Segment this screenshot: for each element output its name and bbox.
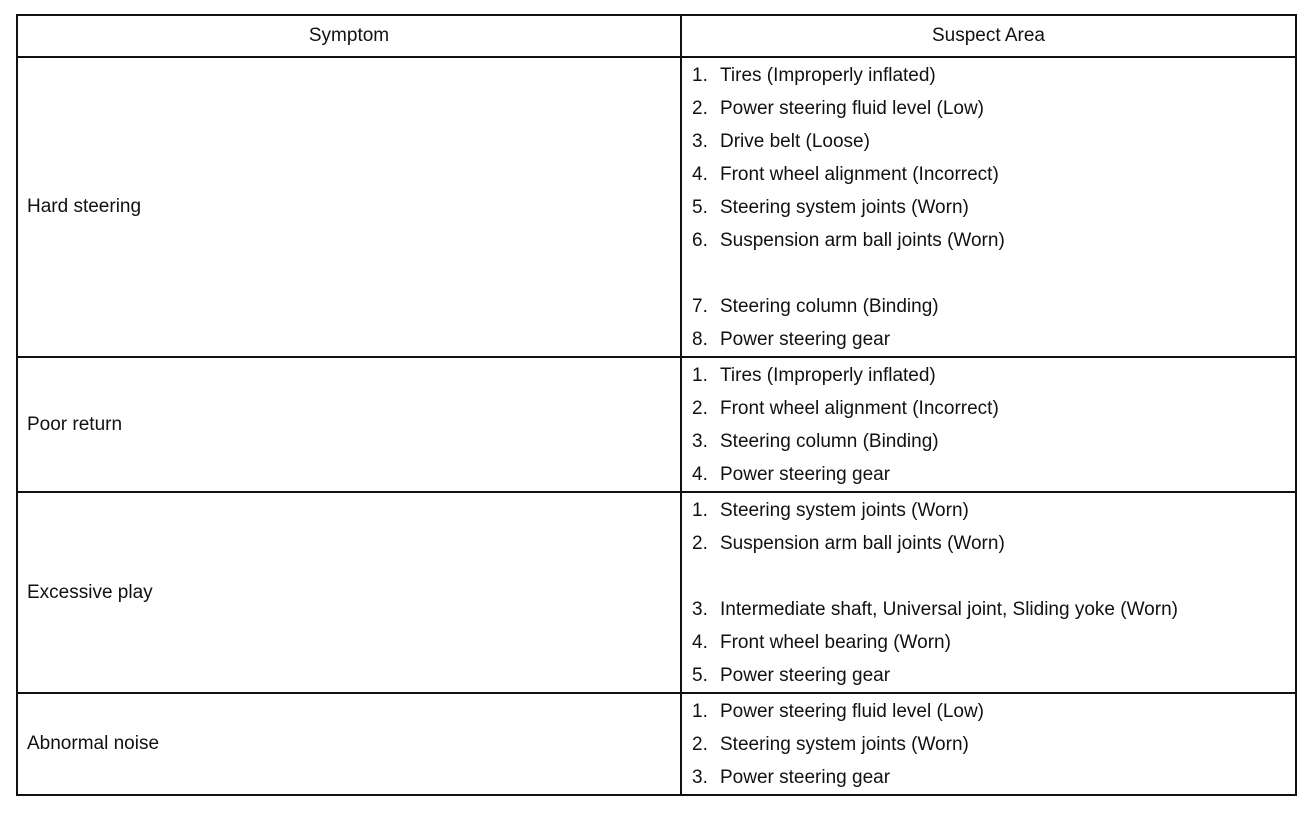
item-text: Power steering gear bbox=[720, 767, 891, 788]
header-suspect-area: Suspect Area bbox=[681, 15, 1296, 57]
item-number: 1. bbox=[692, 65, 708, 86]
item-text: Power steering fluid level (Low) bbox=[720, 701, 985, 722]
list-item bbox=[692, 125, 1295, 158]
item-number: 1. bbox=[692, 365, 708, 386]
item-number: 4. bbox=[692, 164, 708, 185]
item-number: 2. bbox=[692, 533, 708, 554]
symptom-cell: Excessive play bbox=[17, 492, 681, 693]
item-text: Suspension arm ball joints (Worn) bbox=[720, 533, 1005, 554]
item-number: 8. bbox=[692, 329, 708, 350]
symptom-cell: Poor return bbox=[17, 357, 681, 492]
item-text: Drive belt (Loose) bbox=[720, 131, 870, 152]
item-number: 5. bbox=[692, 197, 708, 218]
list-item bbox=[692, 323, 1295, 356]
item-number: 3. bbox=[692, 767, 708, 788]
list-item bbox=[692, 593, 1295, 626]
suspect-area-cell bbox=[681, 357, 1296, 492]
list-item bbox=[692, 728, 1295, 761]
list-item bbox=[692, 458, 1295, 491]
item-text: Steering column (Binding) bbox=[720, 296, 939, 317]
list-item bbox=[692, 494, 1295, 527]
list-item bbox=[692, 659, 1295, 692]
suspect-area-cell bbox=[681, 492, 1296, 693]
table-row bbox=[17, 57, 1296, 357]
list-item bbox=[692, 59, 1295, 92]
list-item bbox=[692, 761, 1295, 794]
item-text: Power steering gear bbox=[720, 665, 891, 686]
suspect-area-cell bbox=[681, 57, 1296, 357]
item-text: Front wheel alignment (Incorrect) bbox=[720, 398, 999, 419]
suspect-list bbox=[692, 695, 1295, 794]
item-number: 6. bbox=[692, 230, 708, 251]
item-number: 1. bbox=[692, 701, 708, 722]
item-text: Power steering fluid level (Low) bbox=[720, 98, 985, 119]
item-number: 7. bbox=[692, 296, 708, 317]
item-number: 4. bbox=[692, 632, 708, 653]
list-item bbox=[692, 158, 1295, 191]
item-number: 5. bbox=[692, 665, 708, 686]
table-row bbox=[17, 693, 1296, 795]
item-text: Steering system joints (Worn) bbox=[720, 500, 969, 521]
suspect-list bbox=[692, 494, 1295, 692]
item-text: Front wheel alignment (Incorrect) bbox=[720, 164, 999, 185]
suspect-area-cell bbox=[681, 693, 1296, 795]
suspect-list bbox=[692, 59, 1295, 356]
header-row bbox=[17, 15, 1296, 57]
list-item bbox=[692, 392, 1295, 425]
item-number: 3. bbox=[692, 131, 708, 152]
item-text: Steering column (Binding) bbox=[720, 431, 939, 452]
item-number: 4. bbox=[692, 464, 708, 485]
item-number: 3. bbox=[692, 431, 708, 452]
table-row bbox=[17, 357, 1296, 492]
item-text: Power steering gear bbox=[720, 464, 891, 485]
item-number: 2. bbox=[692, 398, 708, 419]
list-item bbox=[692, 224, 1295, 257]
item-number: 2. bbox=[692, 734, 708, 755]
troubleshooting-table bbox=[16, 14, 1297, 796]
item-text: Steering system joints (Worn) bbox=[720, 734, 969, 755]
symptom-cell: Abnormal noise bbox=[17, 693, 681, 795]
list-item bbox=[692, 626, 1295, 659]
item-text: Steering system joints (Worn) bbox=[720, 197, 969, 218]
item-number: 1. bbox=[692, 500, 708, 521]
item-number: 3. bbox=[692, 599, 708, 620]
list-item bbox=[692, 695, 1295, 728]
item-text: Tires (Improperly inflated) bbox=[720, 365, 936, 386]
item-text: Front wheel bearing (Worn) bbox=[720, 632, 951, 653]
list-item bbox=[692, 92, 1295, 125]
symptom-cell: Hard steering bbox=[17, 57, 681, 357]
list-item bbox=[692, 290, 1295, 323]
item-text: Power steering gear bbox=[720, 329, 891, 350]
list-item bbox=[692, 191, 1295, 224]
list-item bbox=[692, 527, 1295, 560]
item-text: Tires (Improperly inflated) bbox=[720, 65, 936, 86]
list-item bbox=[692, 425, 1295, 458]
list-item bbox=[692, 359, 1295, 392]
header-symptom: Symptom bbox=[17, 15, 681, 57]
table-row bbox=[17, 492, 1296, 693]
item-text: Intermediate shaft, Universal joint, Sliding yoke (Worn) bbox=[720, 599, 1178, 620]
suspect-list bbox=[692, 359, 1295, 491]
item-number: 2. bbox=[692, 98, 708, 119]
item-text: Suspension arm ball joints (Worn) bbox=[720, 230, 1005, 251]
